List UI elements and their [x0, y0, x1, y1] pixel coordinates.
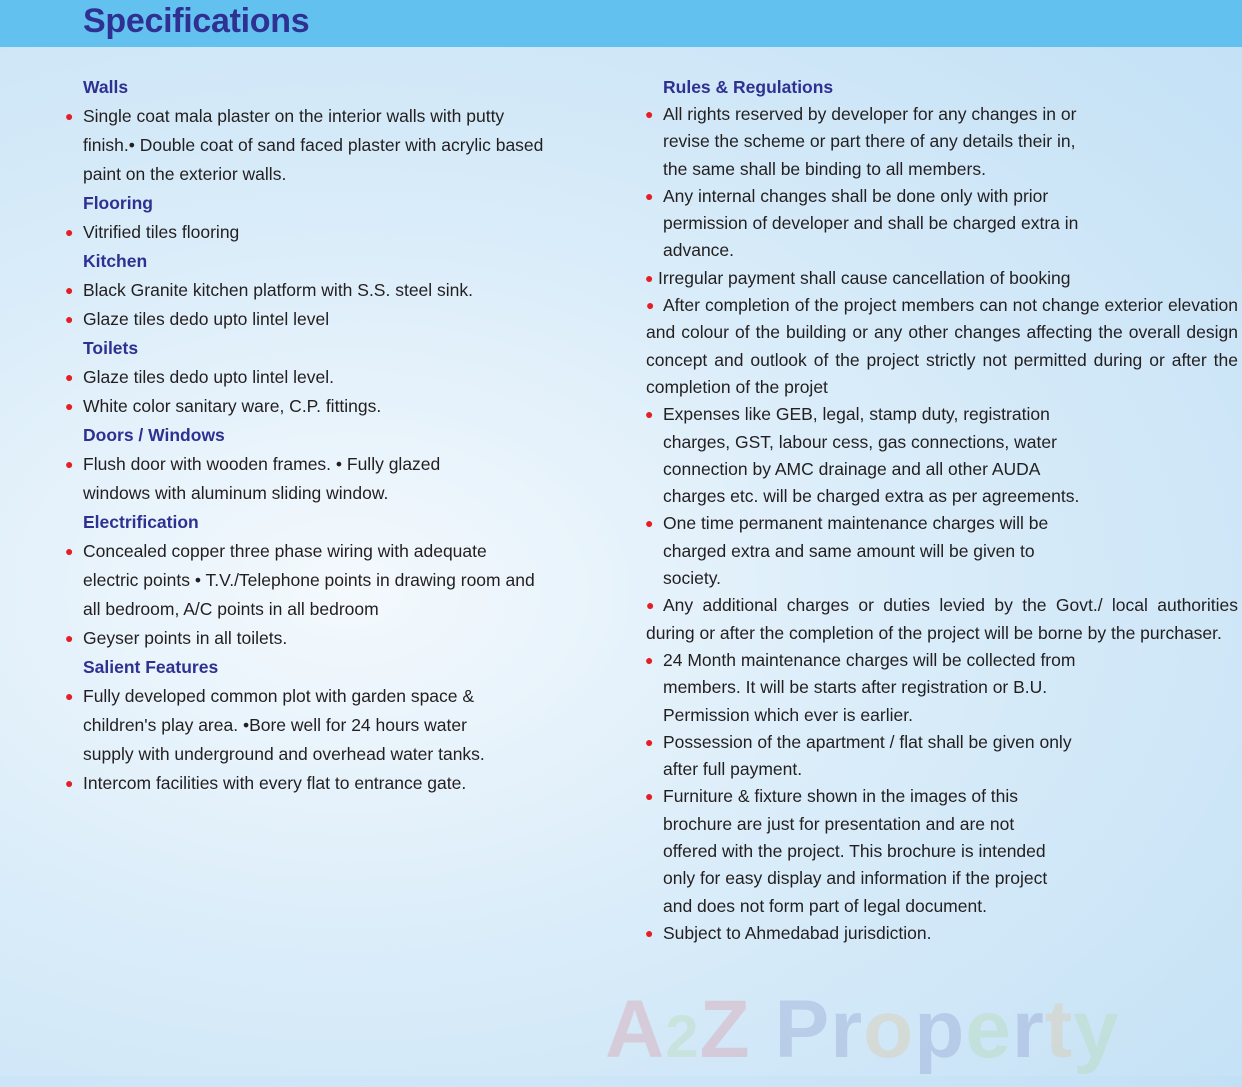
bullet-icon: ●	[65, 311, 74, 327]
bullet-icon: ●	[645, 515, 654, 532]
watermark-logo: A2Z Property	[605, 984, 1120, 1075]
bullet-icon: ●	[65, 775, 74, 791]
list-item: ● Expenses like GEB, legal, stamp duty, registration charges, GST, labour cess, gas connections, water connection by AMC drainage and all other AUDA charges etc. will be charged extra as per agreements.	[640, 401, 1081, 510]
list-item: ● After completion of the project members can not change exterior elevation and colour of the building or any other changes affecting the overall design concept and outlook of the project strictly not permitted during or after the completion of the projet	[640, 292, 1238, 401]
bullet-icon: ●	[65, 688, 74, 704]
list-item: ● Fully developed common plot with garden space & children's play area. •Bore well for 24 hours water supply with underground and overhead water tanks.	[60, 682, 513, 769]
bullet-icon: ●	[65, 369, 74, 385]
bullet-icon: ●	[645, 924, 654, 941]
bullet-icon: ●	[645, 733, 654, 750]
bullet-icon: ●	[645, 269, 654, 286]
list-item: ● Single coat mala plaster on the interior walls with putty finish.• Double coat of sand faced plaster with acrylic based paint on the exterior walls.	[60, 102, 553, 189]
list-item: ● Glaze tiles dedo upto lintel level.	[60, 363, 560, 392]
bullet-icon: ●	[65, 282, 74, 298]
section-heading-toilets: Toilets	[83, 338, 139, 358]
list-item: ● Subject to Ahmedabad jurisdiction.	[640, 920, 1238, 947]
section-heading-doors-windows: Doors / Windows	[83, 425, 225, 445]
list-item: ● Black Granite kitchen platform with S.S. steel sink.	[60, 276, 560, 305]
section-heading-salient-features: Salient Features	[83, 657, 219, 677]
bullet-icon: ●	[65, 630, 74, 646]
section-heading-electrification: Electrification	[83, 512, 199, 532]
specifications-column	[60, 73, 560, 798]
list-item: ● 24 Month maintenance charges will be collected from members. It will be starts after registration or B.U. Permission which ever is earlier.	[640, 647, 1088, 729]
bullet-icon: ●	[65, 224, 74, 240]
section-heading-flooring: Flooring	[83, 193, 153, 213]
bullet-icon: ●	[65, 108, 74, 124]
bullet-icon: ●	[645, 106, 654, 122]
bullet-icon: ●	[645, 406, 654, 423]
page-title: Specifications	[83, 2, 310, 40]
list-item: ● Flush door with wooden frames. • Fully glazed windows with aluminum sliding window.	[60, 450, 453, 508]
bullet-icon: ●	[646, 297, 655, 314]
list-item: ● One time permanent maintenance charges will be charged extra and same amount will be given to society.	[640, 510, 1063, 592]
bullet-icon: ●	[645, 788, 654, 805]
list-item: ● Geyser points in all toilets.	[60, 624, 560, 653]
list-item: ● Any additional charges or duties levied by the Govt./ local authorities during or after the completion of the project will be borne by the purchaser.	[640, 592, 1238, 647]
section-heading-kitchen: Kitchen	[83, 251, 148, 271]
rules-column	[640, 73, 1238, 947]
list-item: ● Glaze tiles dedo upto lintel level	[60, 305, 560, 334]
bullet-icon: ●	[65, 456, 74, 472]
list-item: ● Intercom facilities with every flat to entrance gate.	[60, 769, 560, 798]
section-heading-walls: Walls	[83, 77, 129, 97]
bullet-icon: ●	[646, 597, 655, 614]
list-item: ● Possession of the apartment / flat shall be given only after full payment.	[640, 729, 1088, 784]
list-item: ● Any internal changes shall be done only with prior permission of developer and shall be charged extra in advance.	[640, 183, 1088, 265]
bullet-icon: ●	[65, 398, 74, 414]
list-item: ● Vitrified tiles flooring	[60, 218, 560, 247]
list-item: ● Concealed copper three phase wiring with adequate electric points • T.V./Telephone points in drawing room and all bedroom, A/C points in all bedroom	[60, 537, 543, 624]
bullet-icon: ●	[645, 187, 654, 204]
list-item: ● All rights reserved by developer for any changes in or revise the scheme or part there of any details their in, the same shall be binding to all members.	[640, 101, 1088, 183]
bullet-icon: ●	[645, 651, 654, 668]
section-heading-rules: Rules & Regulations	[663, 77, 834, 97]
list-item: ● White color sanitary ware, C.P. fittings.	[60, 392, 560, 421]
list-item: ● Irregular payment shall cause cancellation of booking	[640, 265, 1238, 292]
bullet-icon: ●	[65, 543, 74, 559]
list-item: ● Furniture & fixture shown in the images of this brochure are just for presentation and are not offered with the project. This brochure is intended only for easy display and information if the project and does not form part of legal document.	[640, 783, 1073, 919]
